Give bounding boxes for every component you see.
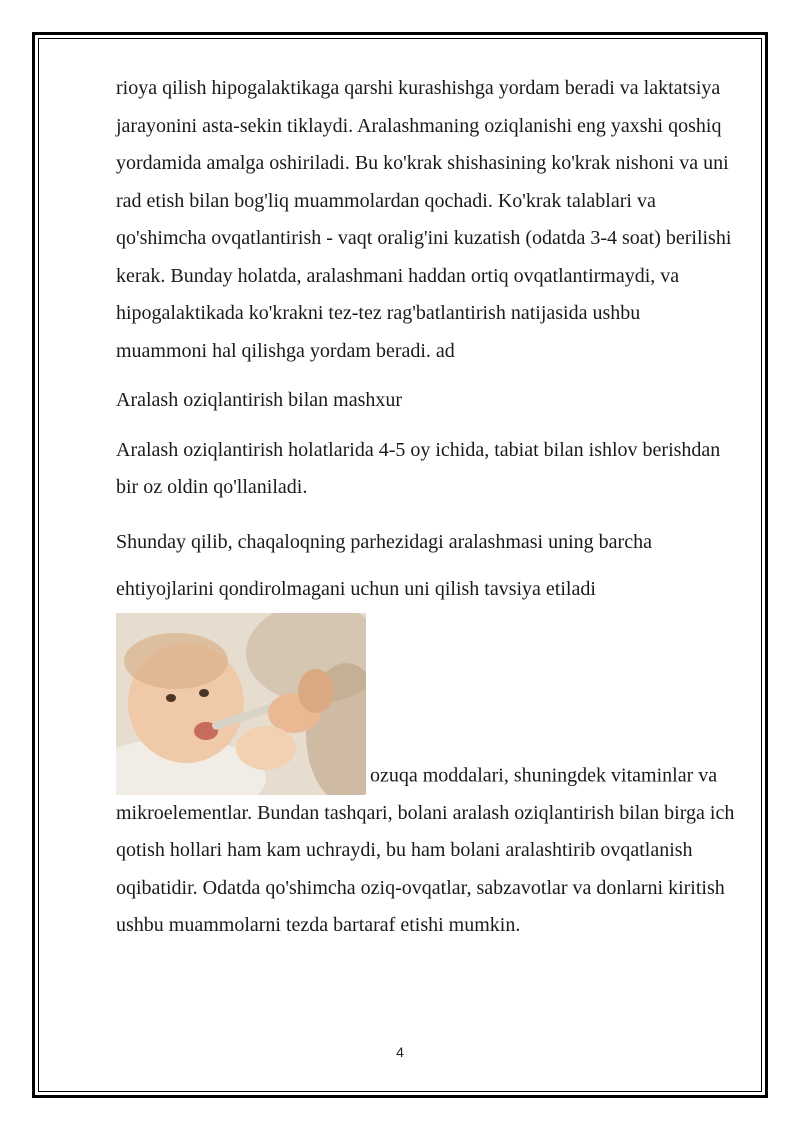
section-heading: Aralash oziqlantirish bilan mashxur xyxy=(116,389,403,411)
page-number: 4 xyxy=(396,1044,404,1060)
paragraph-1: rioya qilish hipogalaktikaga qarshi kurashishga yordam beradi va laktatsiya jarayonini asta-sekin tiklaydi. Aralashmaning oziqlanishi eng yaxshi qoshiq yordamida amalga oshiriladi. Bu ko'krak shishasining ko'krak nishoni va uni rad etish bilan bog'liq muammolardan qochadi. Ko'krak talablari va qo'shimcha ovqatlantirish - vaqt oralig'ini kuzatish (odatda 3-4 soat) berilishi kerak. Bunday holatda, aralashmani haddan ortiq ovqatlantirmaydi, va hipogalaktikada ko'krakni tez-tez rag'batlantirish natijasida ushbu muammoni hal qilishga yordam beradi. ad xyxy=(116,77,732,362)
document-body xyxy=(116,70,736,945)
paragraph-3 xyxy=(116,519,736,613)
paragraph-2: Aralash oziqlantirish holatlarida 4-5 oy ichida, tabiat bilan ishlov berishdan bir oz oldin qo'llaniladi. xyxy=(116,438,721,498)
paragraph-3-continued xyxy=(116,613,736,945)
baby-feeding-photo xyxy=(116,613,366,795)
paragraph-3-end: ozuqa moddalari, shuningdek vitaminlar va mikroelementlar. Bundan tashqari, bolani aralash oziqlantirish bilan birga ich qotish hollari ham kam uchraydi, bu ham bolani aralashtirib ovqatlanish oqibatidir. Odatda qo'shimcha oziq-ovqatlar, sabzavotlar va donlarni kiritish ushbu muammolarni tezda bartaraf etishi mumkin. xyxy=(116,764,735,936)
paragraph-3-start: Shunday qilib, chaqaloqning parhezidagi aralashmasi uning barcha ehtiyojlarini qondirolmagani uchun uni qilish tavsiya etiladi xyxy=(116,530,652,600)
